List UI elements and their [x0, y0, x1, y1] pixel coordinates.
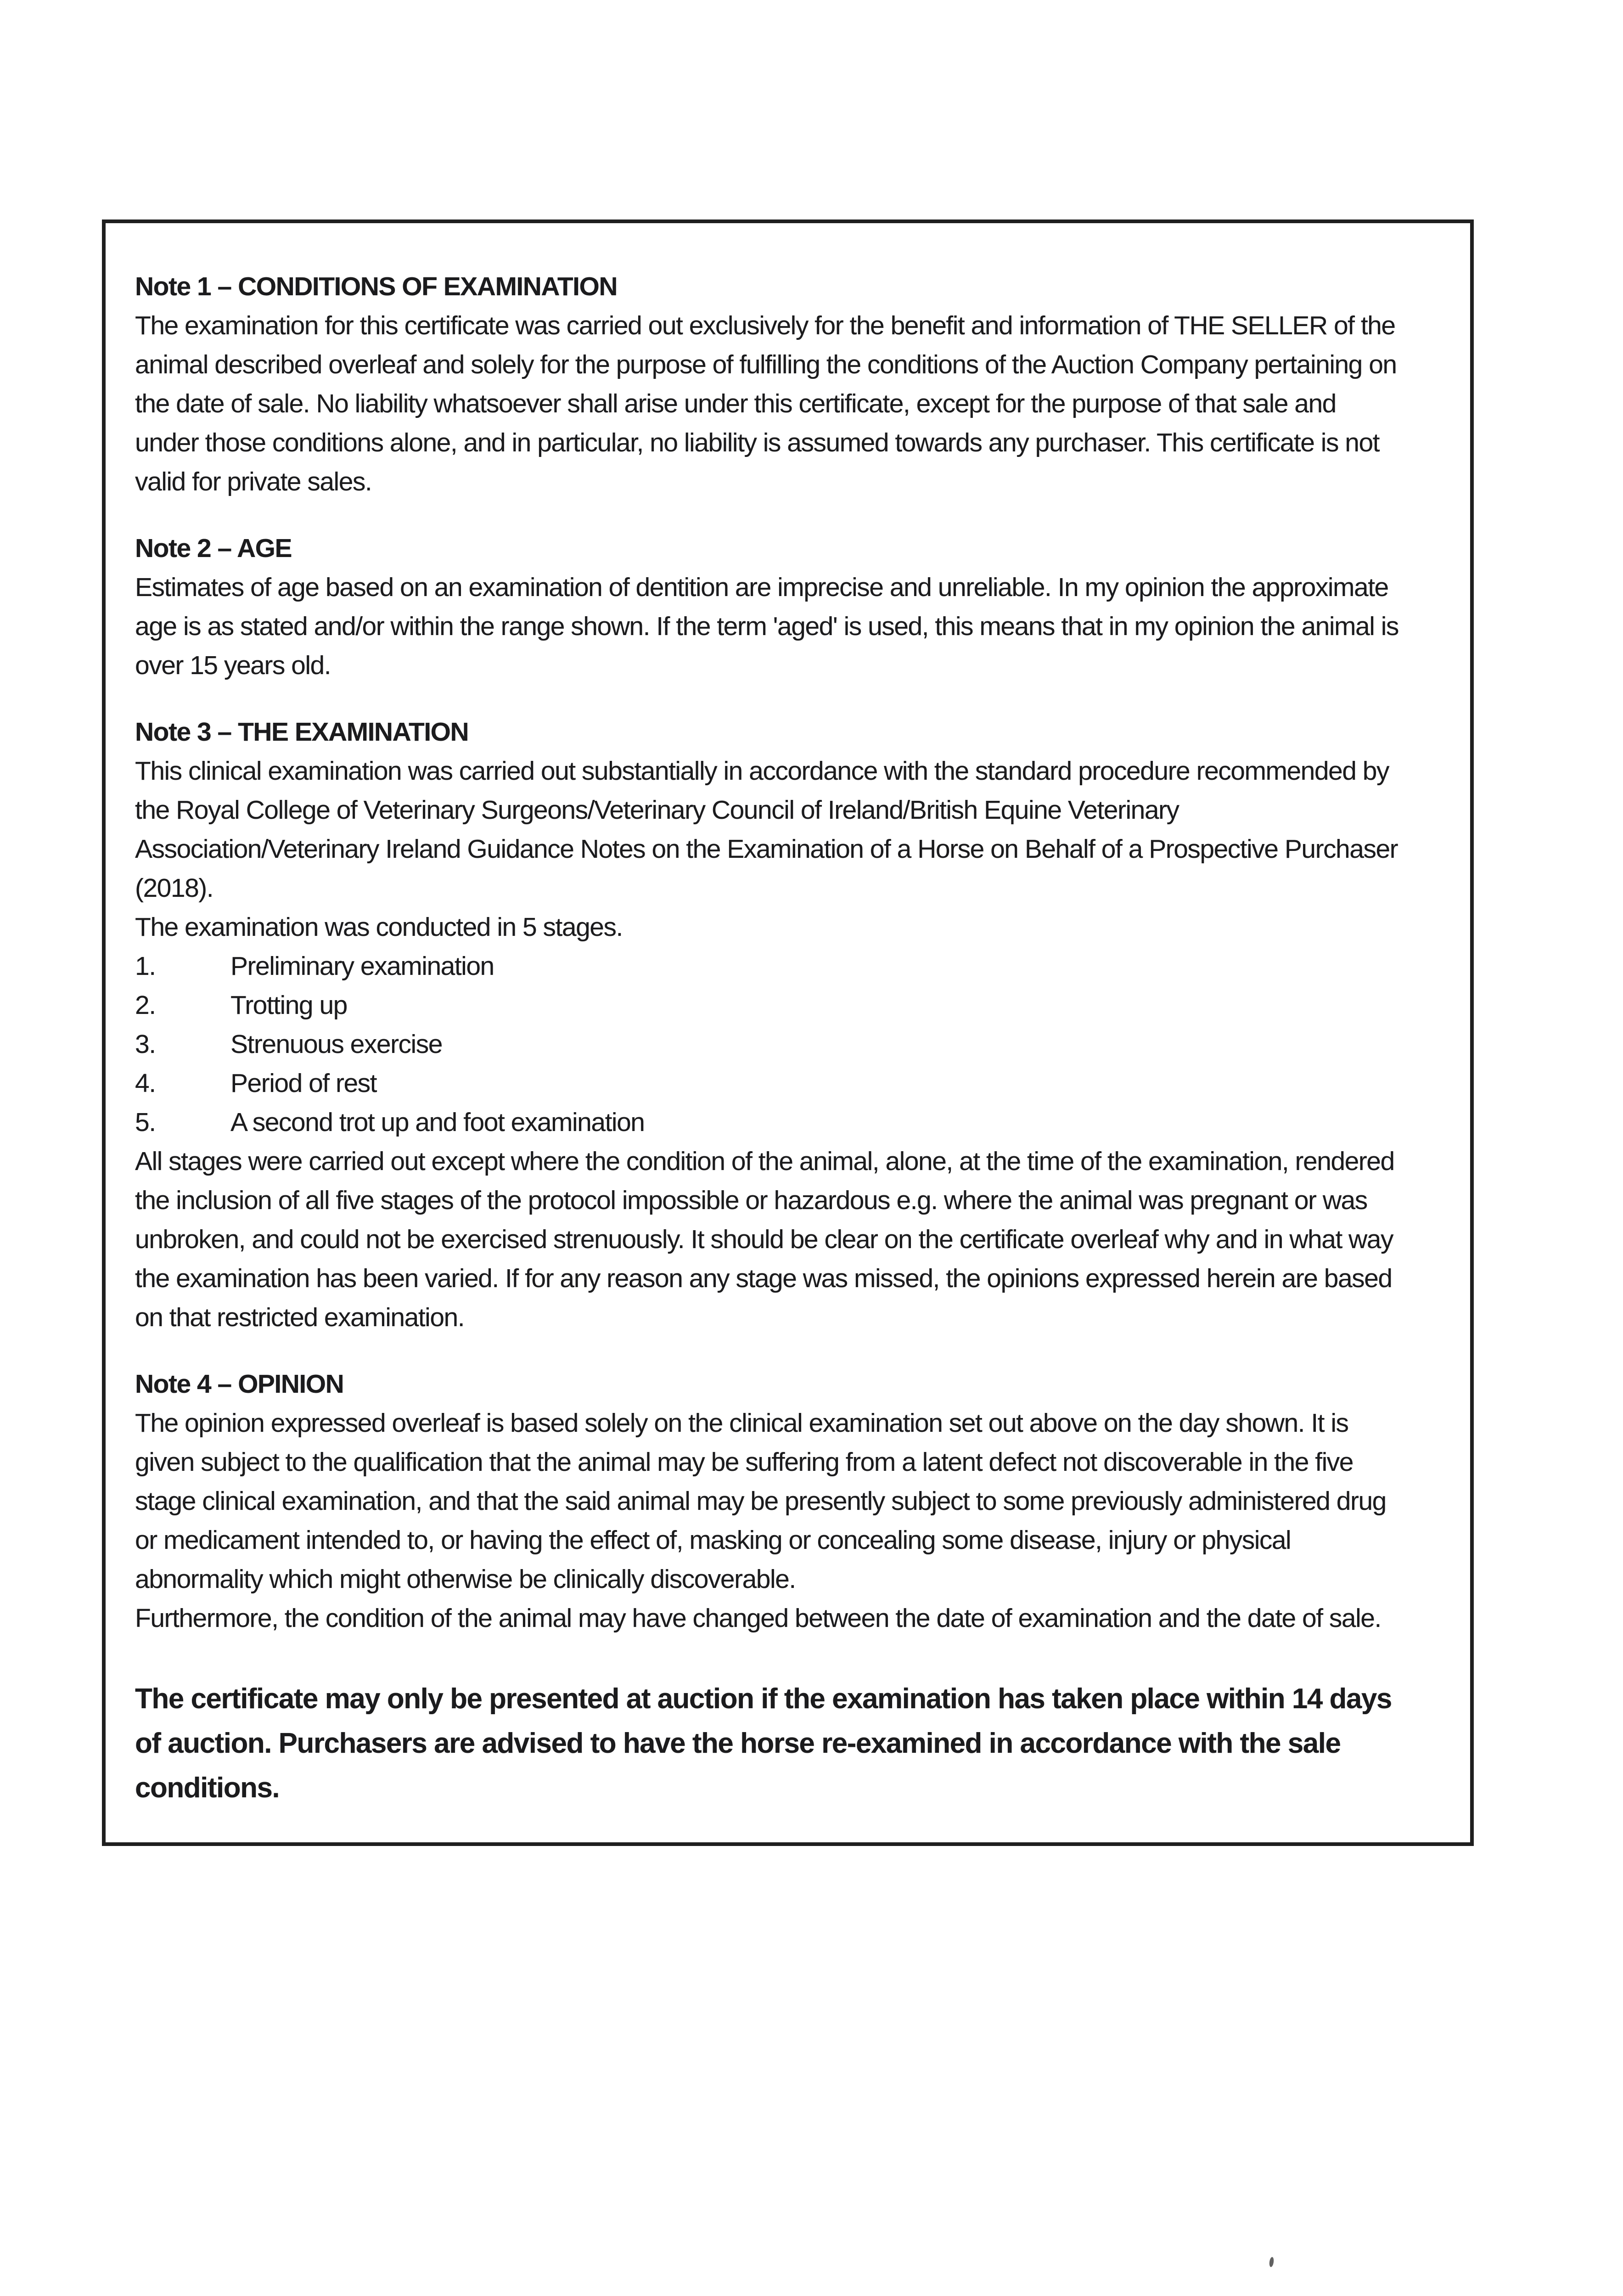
closing-statement: The certificate may only be presented at auction if the examination has taken place within 14 days of auction. Purchasers are advised to have the horse re-examined in accordance with the sale conditions. — [135, 1683, 1392, 1804]
stage-label: Strenuous exercise — [230, 1030, 442, 1059]
note-3-paragraph-intro: This clinical examination was carried out substantially in accordance with the standard procedure recommended by the Royal College of Veterinary Surgeons/Veterinary Council of Ireland/British Equine Veterinary Association/Veterinary Ireland Guidance Notes on the Examination of a Horse on Behalf of a Prospective Purchaser (2018). — [135, 756, 1398, 903]
examination-stages-list — [135, 947, 1406, 1142]
note-1-heading: Note 1 – CONDITIONS OF EXAMINATION — [135, 272, 618, 301]
scan-artifact — [1269, 2257, 1275, 2267]
note-4-heading: Note 4 – OPINION — [135, 1369, 344, 1399]
note-3-paragraph-all-stages: All stages were carried out except where the condition of the animal, alone, at the time of the examination, rendered the inclusion of all five stages of the protocol impossible or hazardous e.g. where the animal was pregnant or was unbroken, and could not be exercised strenuously. It should be clear on the certificate overleaf why and in what way the examination has been varied. If for any reason any stage was missed, the opinions expressed herein are based on that restricted examination. — [135, 1147, 1394, 1332]
stage-label: Period of rest — [230, 1069, 376, 1098]
stage-item — [135, 1064, 1406, 1103]
note-2-heading: Note 2 – AGE — [135, 534, 292, 563]
note-4-paragraph-opinion: The opinion expressed overleaf is based solely on the clinical examination set out above on the day shown. It is given subject to the qualification that the animal may be suffering from a latent defect not discoverable in the five stage clinical examination, and that the said animal may be presently subject to some previously administered drug or medicament intended to, or having the effect of, masking or concealing some disease, injury or physical abnormality which might otherwise be clinically discoverable. — [135, 1408, 1386, 1594]
stage-label: Preliminary examination — [230, 951, 494, 981]
stage-number: 2. — [135, 990, 156, 1020]
note-1-paragraph: The examination for this certificate was carried out exclusively for the benefit and information of THE SELLER of the animal described overleaf and solely for the purpose of fulfilling the conditions of the Auction Company pertaining on the date of sale. No liability whatsoever shall arise under this certificate, except for the purpose of that sale and under those conditions alone, and in particular, no liability is assumed towards any purchaser. This certificate is not valid for private sales. — [135, 311, 1397, 496]
stage-item — [135, 986, 1406, 1025]
stage-label: Trotting up — [230, 990, 347, 1020]
note-3-stages-line: The examination was conducted in 5 stages. — [135, 912, 623, 942]
stage-item — [135, 1103, 1406, 1142]
stage-item — [135, 947, 1406, 986]
stage-item — [135, 1025, 1406, 1064]
note-4-paragraph-furthermore: Furthermore, the condition of the animal may have changed between the date of examination and the date of sale. — [135, 1604, 1381, 1633]
note-2-paragraph: Estimates of age based on an examination of dentition are imprecise and unreliable. In my opinion the approximate age is as stated and/or within the range shown. If the term 'aged' is used, this means that in my opinion the animal is over 15 years old. — [135, 573, 1398, 680]
stage-label: A second trot up and foot examination — [230, 1108, 645, 1137]
note-4-section — [135, 1365, 1406, 1638]
stage-number: 5. — [135, 1108, 156, 1137]
note-3-section — [135, 713, 1406, 1337]
note-1-section — [135, 267, 1406, 501]
stage-number: 4. — [135, 1069, 156, 1098]
stage-number: 1. — [135, 951, 156, 981]
note-3-heading: Note 3 – THE EXAMINATION — [135, 717, 469, 747]
notes-border-box — [102, 219, 1474, 1846]
note-2-section — [135, 529, 1406, 685]
stage-number: 3. — [135, 1030, 156, 1059]
